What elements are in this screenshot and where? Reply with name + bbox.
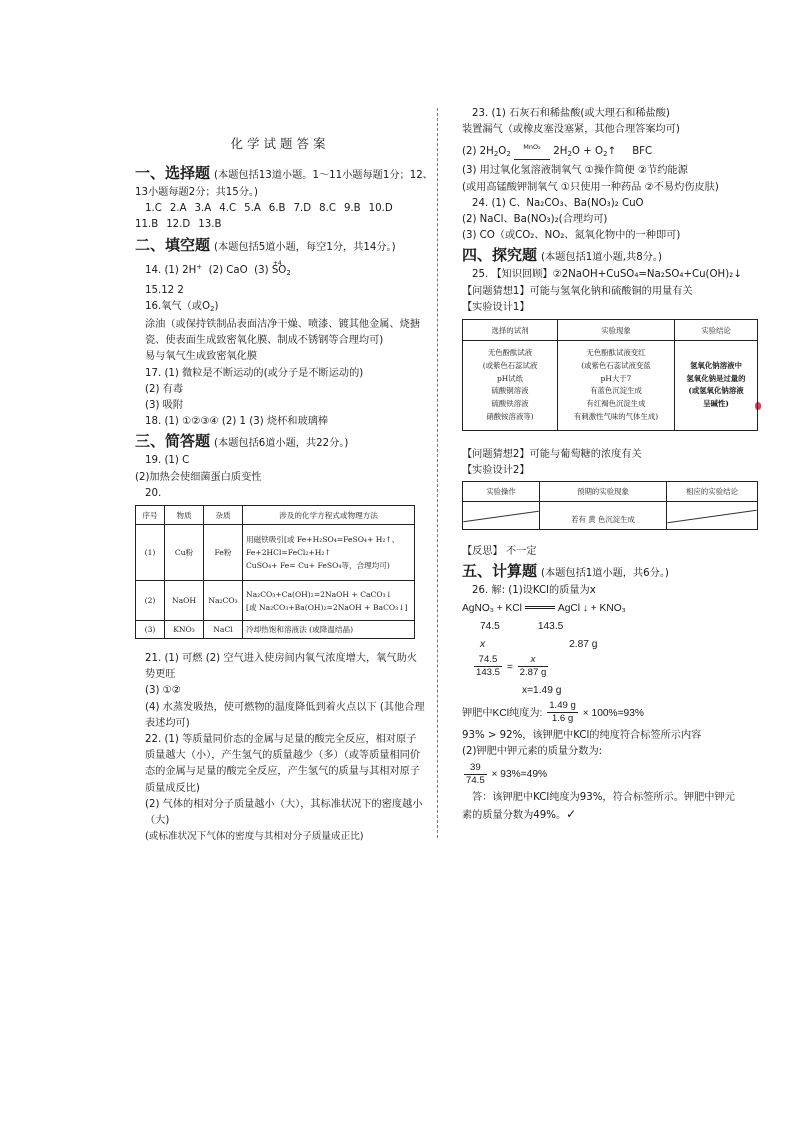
- table-row: [136, 525, 415, 581]
- table-header: 预期的实验现象: [540, 482, 667, 502]
- answer-25-review: 25. 【知识回顾】②2NaOH+CuSO₄=Na₂SO₄+Cu(OH)₂↓: [472, 269, 742, 281]
- design-2-label: 【实验设计2】: [462, 465, 530, 477]
- answer-16-detail: 涂油（或保持铁制品表面洁净干燥、喷漆、镀其他金属、烧搪瓷、使表面生成致密氧化膜、制成不锈钢等合理均可): [145, 319, 421, 347]
- answer-17-1: 17. (1) 微粒是不断运动的(或分子是不断运动的): [145, 367, 364, 379]
- table-cell: Cu粉: [165, 525, 204, 581]
- section-1-note-cont: 13小题每题2分；共15分。): [135, 187, 258, 198]
- final-answer-1: 答：该钾肥中KCl纯度为93%，符合标签所示。钾肥中钾元: [472, 792, 735, 804]
- answer-22-2: (2) 气体的相对分子质量越小（大），其标准状况下的密度越小（大): [145, 798, 423, 827]
- choice-answers-row-1: [135, 201, 425, 217]
- choice-answer: 6.B: [268, 203, 286, 215]
- answer-19-1: 19. (1) C: [145, 455, 190, 467]
- choice-answer: 7.D: [293, 203, 312, 215]
- right-column: [462, 106, 767, 824]
- answer-21-4: (4) 水蒸发吸热，使可燃物的温度降低到着火点以下 (其他合理表述均可): [145, 701, 425, 729]
- experiment-design-1-table: [462, 319, 758, 431]
- table-row: [136, 581, 415, 621]
- table-header: 物质: [165, 506, 204, 525]
- choice-answer: 8.C: [319, 203, 336, 215]
- answer-24-2: (2) NaCl、Ba(NO₃)₂(合理均可): [462, 214, 608, 226]
- table-cell: (3): [136, 621, 165, 639]
- table-header: 实验现象: [558, 320, 675, 341]
- answer-21-3: (3) ①②: [145, 685, 181, 697]
- choice-answer: 4.C: [219, 203, 237, 215]
- answer-26-setup: 26. 解: (1)设KCl的质量为x: [472, 585, 596, 597]
- table-header: 实验操作: [463, 482, 540, 502]
- x-result: x=1.49 g: [522, 684, 562, 696]
- table-cell: 用磁铁吸引[或 Fe+H₂SO₄=FeSO₄+ H₂↑、 Fe+2HCl=FeCl₂+H₂↑ CuSO₄+ Fe= Cu+ FeSO₄等，合理均可): [243, 525, 415, 581]
- table-cell: 氢氧化钠溶液中 氢氧化钠是过量的 (或氢氧化钠溶液 呈碱性): [675, 341, 758, 431]
- answer-15: 15.12 2: [145, 284, 184, 296]
- table-cell: 无色酚酞试液变红 (或紫色石蕊试液变蓝 pH大于7 有蓝色沉淀生成 有红褐色沉淀生成 有刺激性气味的气体生成): [558, 341, 675, 431]
- table-cell: (2): [136, 581, 165, 621]
- table-header: 杂质: [204, 506, 243, 525]
- section-2-heading: 二、填空题 (本题包括5道小题，每空1分，共14分。): [135, 235, 396, 254]
- guess-2: 【问题猜想2】可能与葡萄糖的浓度有关: [462, 448, 642, 460]
- table-cell: NaOH: [165, 581, 204, 621]
- column-divider: [437, 108, 438, 838]
- potassium-calc: $\frac{39}{74.5}$ × 93%=49%: [466, 761, 548, 786]
- section-3-heading: 三、简答题 (本题包括6道小题，共22分。): [135, 432, 349, 451]
- molar-masses: 74.5 143.5: [480, 620, 564, 632]
- page-title: 化学试题答案: [230, 136, 330, 151]
- table-row: [463, 502, 758, 530]
- choice-answer: 11.B: [135, 219, 159, 231]
- table-row: [463, 341, 758, 431]
- answer-20-label: 20.: [145, 487, 162, 499]
- choice-answer: 2.A: [169, 203, 187, 215]
- choice-answer: 12.D: [166, 219, 191, 231]
- choice-answer: 3.A: [194, 203, 212, 215]
- answer-22-1: 22. (1) 等质量同价态的金属与足量的酸完全反应，相对原子质量越大（小），产生氢气的质量越少（多）（或等质量相同价态的金属与足量的酸完全反应，产生氢气的质量与其相对原子质量成反比): [145, 734, 421, 794]
- section-1-heading: 一、选择题 (本题包括13道小题。1～11小题每题1分；12、: [135, 164, 433, 182]
- reaction-equation: AgNO₃ + KCl AgCl ↓ + KNO₃: [462, 602, 626, 614]
- table-cell: NaCl: [204, 621, 243, 639]
- unknown-values: x 2.87 g: [480, 638, 598, 650]
- catalyst-arrow: MnO₂: [514, 138, 550, 156]
- choice-answers-row-2: [135, 217, 425, 233]
- table-cell: Na₂CO₃: [204, 581, 243, 621]
- potassium-fraction-label: (2)钾肥中钾元素的质量分数为:: [462, 745, 603, 757]
- guess-1: 【问题猜想1】可能与氢氧化钠和硫酸铜的用量有关: [462, 285, 693, 297]
- check-mark-icon: ✓: [566, 807, 577, 822]
- proportion: $\frac{74.5}{143.5}$ = $\frac{x}{2.87 g}$: [476, 654, 547, 679]
- table-cell-blank: [667, 502, 758, 530]
- answer-16-aluminum: 易与氧气生成致密氧化膜: [145, 351, 258, 363]
- answer-23-3: (3) 用过氧化氢溶液制氧气 ①操作简便 ②节约能源: [462, 165, 688, 177]
- section-4-heading: 四、探究题 (本题包括1道小题,共8分。): [462, 246, 662, 265]
- table-cell-blank: [463, 502, 540, 530]
- equals-arrow: [525, 606, 555, 609]
- answer-20-table: [135, 505, 415, 639]
- answer-23-2: (2) $2H_2O_2$ MnO₂ $2H_2O$ + $O_2↑$ BFC: [462, 138, 767, 163]
- experiment-design-2-table: [462, 481, 758, 530]
- table-cell: 冷却热饱和溶液法 (或降温结晶): [243, 621, 415, 639]
- answer-19-2: (2)加热会使细菌蛋白质变性: [135, 471, 262, 483]
- choice-answer: 5.A: [244, 203, 261, 215]
- answer-18: 18. (1) ①②③④ (2) 1 (3) 烧杯和玻璃棒: [145, 416, 329, 428]
- table-cell: Fe粉: [204, 525, 243, 581]
- answer-16: 16.氧气（或$O_2$): [145, 300, 219, 313]
- answer-17-2: (2) 有毒: [145, 383, 184, 395]
- purity-comparison: 93% > 92%，该钾肥中KCl的纯度符合标签所示内容: [462, 729, 702, 741]
- table-cell: KNO₃: [165, 621, 204, 639]
- answer-21-1-2: 21. (1) 可燃 (2) 空气进入使房间内氧气浓度增大，氧气助火势更旺: [145, 653, 417, 681]
- answer-22-note: (或标准状况下气体的密度与其相对分子质量成正比): [145, 831, 364, 843]
- table-header: 相应的实验结论: [667, 482, 758, 502]
- design-1-label: 【实验设计1】: [462, 301, 530, 313]
- choice-answer: 13.B: [198, 219, 222, 231]
- reflection: 【反思】 不一定: [462, 546, 537, 558]
- answer-14: 14. (1) 2H+ (2) CaO (3) +4 $SO_2$: [145, 259, 291, 277]
- table-cell: (1): [136, 525, 165, 581]
- answer-17-3: (3) 吸附: [145, 400, 184, 412]
- answer-23-leak: 装置漏气（或橡皮塞没塞紧，其他合理答案均可): [462, 124, 680, 136]
- answer-24-3: (3) CO（或CO₂、NO₂、氮氧化物中的一种即可): [462, 230, 681, 242]
- table-row: [136, 621, 415, 639]
- final-answer-2: 素的质量分数为49%。✓: [462, 807, 577, 822]
- answer-24-1: 24. (1) C、Na₂CO₃、Ba(NO₃)₂ CuO: [472, 197, 644, 209]
- answer-23-1: 23. (1) 石灰石和稀盐酸(或大理石和稀盐酸): [472, 108, 670, 119]
- choice-answer: 10.D: [368, 203, 393, 215]
- table-cell: Na₂CO₃+Ca(OH)₂=2NaOH + CaCO₃↓ [或 Na₂CO₃+Ba(OH)₂=2NaOH + BaCO₃↓]: [243, 581, 415, 621]
- answer-23-3-alt: (或用高锰酸钾制氧气 ①只使用一种药品 ②不易灼伤皮肤): [462, 181, 719, 193]
- choice-answer: 1.C: [145, 203, 162, 215]
- left-column: [135, 100, 433, 845]
- section-5-heading: 五、计算题 (本题包括1道小题，共6分。): [462, 562, 669, 581]
- choice-answer: 9.B: [343, 203, 361, 215]
- table-header: 序号: [136, 506, 165, 525]
- table-header: 选择的试剂: [463, 320, 558, 341]
- table-header: 涉及的化学方程式或物理方法: [243, 506, 415, 525]
- purity-calc: 钾肥中KCl纯度为: $\frac{1.49 g}{1.6 g}$ × 100%=93%: [462, 700, 644, 725]
- table-cell: 无色酚酞试液 (或紫色石蕊试液 pH试纸 硫酸铜溶液 硫酸铁溶液 硝酸铵溶液等): [463, 341, 558, 431]
- table-header: 实验结论: [675, 320, 758, 341]
- table-cell: 若有 黄 色沉淀生成: [540, 502, 667, 530]
